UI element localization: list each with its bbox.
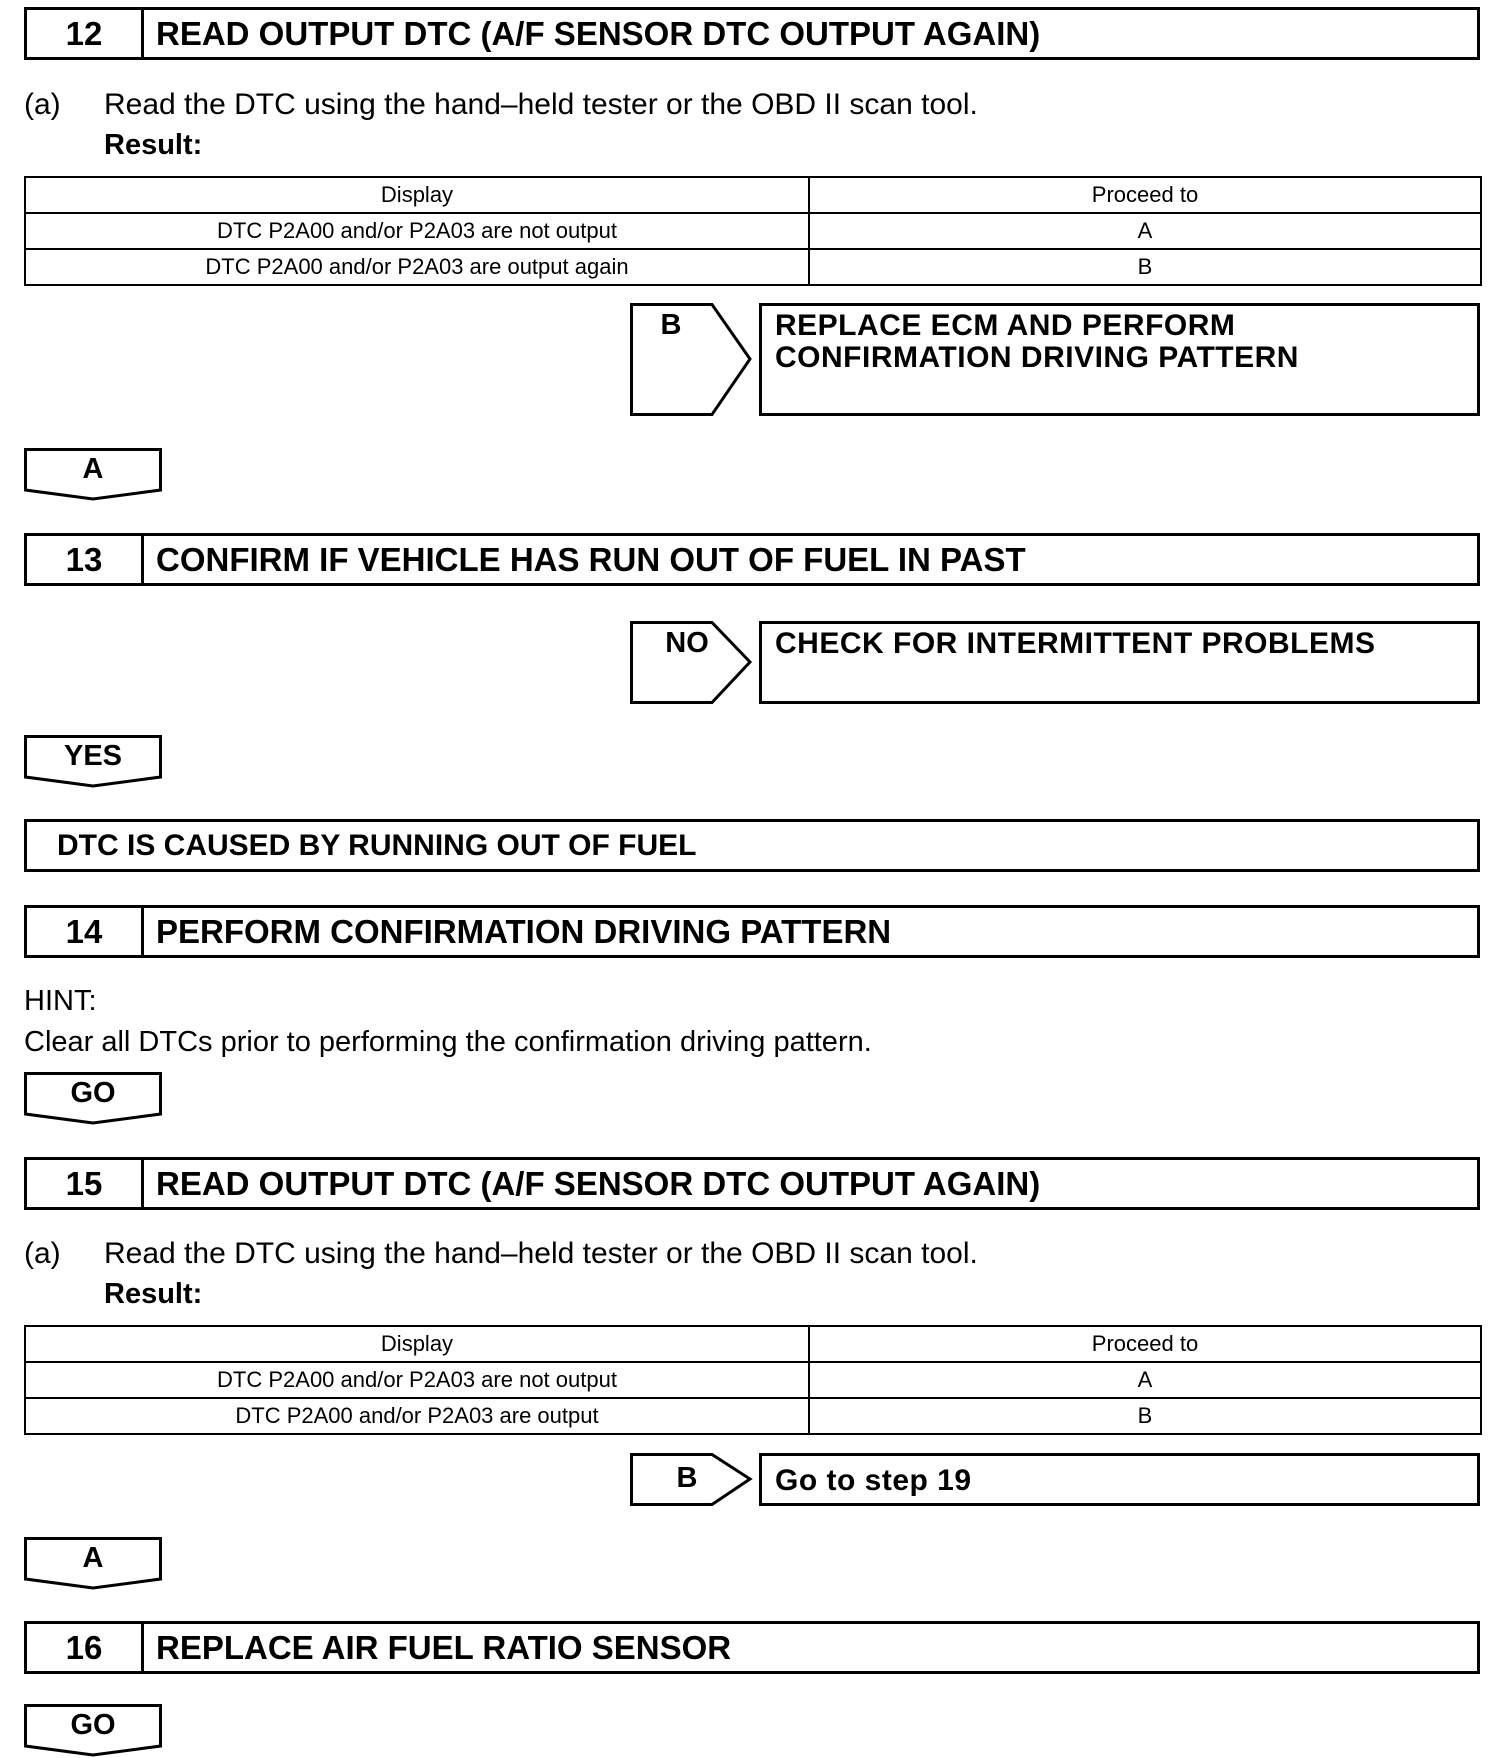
step-14-header xyxy=(24,905,1480,958)
branch-result-line: Go to step 19 xyxy=(775,1464,972,1497)
proceed-tag-yes xyxy=(24,735,162,787)
sub-text: Read the DTC using the hand–held tester or the OBD II scan tool. xyxy=(104,88,978,121)
step-13-header xyxy=(24,533,1480,586)
hint-text: Clear all DTCs prior to performing the confirmation driving pattern. xyxy=(24,1026,872,1058)
step-12-instruction xyxy=(24,88,978,122)
result-label: Result: xyxy=(104,1278,203,1310)
step-title: READ OUTPUT DTC (A/F SENSOR DTC OUTPUT AGAIN) xyxy=(156,14,1041,52)
hint-label: HINT: xyxy=(24,985,97,1017)
result-label: Result: xyxy=(104,129,203,161)
step-12-result-table xyxy=(24,176,1482,286)
table-header-row xyxy=(25,1326,1481,1362)
sub-label: (a) xyxy=(24,88,61,121)
tag-label: A xyxy=(82,1542,104,1574)
cell-display: DTC P2A00 and/or P2A03 are output again xyxy=(25,249,809,285)
table-row xyxy=(25,1398,1481,1434)
header-display: Display xyxy=(25,177,809,213)
branch-result-line: REPLACE ECM AND PERFORM xyxy=(775,309,1236,342)
tag-label: GO xyxy=(70,1077,116,1109)
proceed-tag-a xyxy=(24,448,162,500)
tag-label: GO xyxy=(70,1709,116,1741)
header-proceed: Proceed to xyxy=(809,177,1481,213)
proceed-tag-go xyxy=(24,1704,162,1756)
cell-proceed: A xyxy=(809,213,1481,249)
step-15-header xyxy=(24,1157,1480,1210)
step-title: REPLACE AIR FUEL RATIO SENSOR xyxy=(156,1628,732,1666)
step-12-header xyxy=(24,7,1480,60)
table-row xyxy=(25,213,1481,249)
branch-result-line: CONFIRMATION DRIVING PATTERN xyxy=(775,341,1299,374)
cell-proceed: B xyxy=(809,1398,1481,1434)
branch-label: B xyxy=(660,309,682,341)
step-15-instruction xyxy=(24,1237,978,1271)
step-16-header xyxy=(24,1621,1480,1674)
table-header-row xyxy=(25,177,1481,213)
step-number: 13 xyxy=(27,536,144,583)
step-title: PERFORM CONFIRMATION DRIVING PATTERN xyxy=(156,912,892,950)
tag-label: YES xyxy=(63,740,123,772)
proceed-tag-a xyxy=(24,1537,162,1589)
header-proceed: Proceed to xyxy=(809,1326,1481,1362)
table-row xyxy=(25,1362,1481,1398)
cell-display: DTC P2A00 and/or P2A03 are not output xyxy=(25,213,809,249)
header-display: Display xyxy=(25,1326,809,1362)
step-number: 12 xyxy=(27,10,144,57)
proceed-tag-go xyxy=(24,1072,162,1124)
conclusion-box: DTC IS CAUSED BY RUNNING OUT OF FUEL xyxy=(24,819,1480,872)
step-15-result-table xyxy=(24,1325,1482,1435)
table-row xyxy=(25,249,1481,285)
step-title: CONFIRM IF VEHICLE HAS RUN OUT OF FUEL IN PAST xyxy=(156,540,1026,578)
cell-display: DTC P2A00 and/or P2A03 are not output xyxy=(25,1362,809,1398)
cell-proceed: A xyxy=(809,1362,1481,1398)
step-number: 16 xyxy=(27,1624,144,1671)
branch-label: B xyxy=(676,1462,698,1494)
step-12-branch-result xyxy=(759,303,1480,416)
cell-display: DTC P2A00 and/or P2A03 are output xyxy=(25,1398,809,1434)
step-title: READ OUTPUT DTC (A/F SENSOR DTC OUTPUT AGAIN) xyxy=(156,1164,1041,1202)
step-number: 15 xyxy=(27,1160,144,1207)
cell-proceed: B xyxy=(809,249,1481,285)
step-13-branch-result xyxy=(759,621,1480,704)
branch-result-line: CHECK FOR INTERMITTENT PROBLEMS xyxy=(775,627,1376,660)
tag-label: A xyxy=(82,453,104,485)
step-15-branch-result xyxy=(759,1453,1480,1506)
sub-text: Read the DTC using the hand–held tester or the OBD II scan tool. xyxy=(104,1237,978,1270)
sub-label: (a) xyxy=(24,1237,61,1270)
branch-label: NO xyxy=(665,627,709,659)
step-number: 14 xyxy=(27,908,144,955)
